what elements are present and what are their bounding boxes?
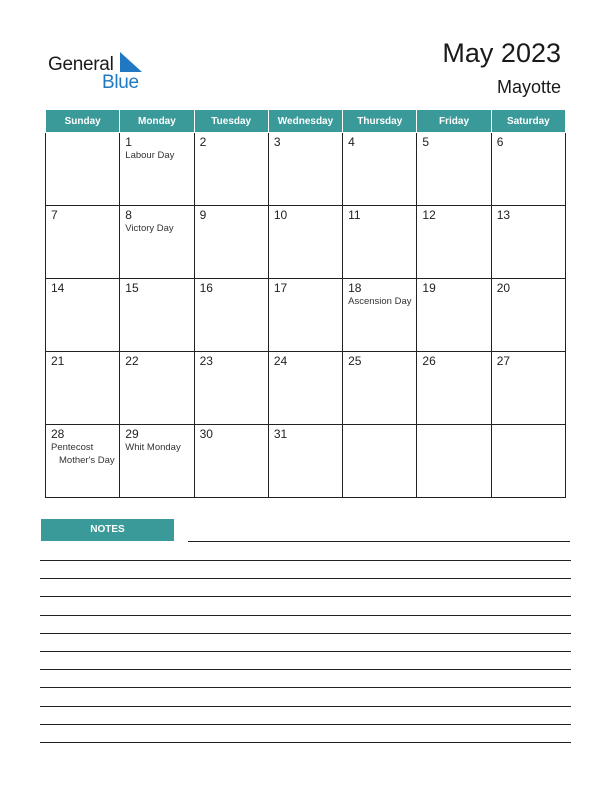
holiday-label: Whit Monday: [125, 442, 181, 453]
day-number: 23: [199, 354, 213, 368]
day-number: 16: [199, 281, 213, 295]
weekday-header: Tuesday: [194, 110, 268, 133]
day-cell: [417, 206, 491, 279]
day-number: 29: [125, 427, 139, 441]
day-number: 24: [273, 354, 288, 368]
day-number: 14: [51, 281, 65, 295]
calendar-week-row: [46, 425, 566, 498]
day-number: 1: [125, 135, 132, 149]
day-cell: [120, 352, 194, 425]
day-cell: [268, 425, 342, 498]
day-cell: [120, 279, 194, 352]
day-cell: [343, 206, 417, 279]
day-number: 2: [199, 135, 207, 149]
day-number: 25: [348, 354, 362, 368]
day-number: 11: [348, 208, 361, 222]
notes-rule-line: [40, 724, 571, 725]
day-number: 19: [422, 281, 436, 295]
notes-rule-line: [40, 560, 571, 561]
day-cell: [343, 425, 417, 498]
day-number: 18: [348, 281, 362, 295]
weekday-header-row: [46, 110, 566, 133]
notes-rule-line: [40, 651, 571, 652]
day-cell: [194, 279, 268, 352]
weekday-header: Friday: [417, 110, 491, 133]
calendar-grid: [45, 109, 566, 498]
day-cell: [491, 425, 565, 498]
day-number: 28: [51, 427, 65, 441]
weekday-header: Sunday: [46, 110, 120, 133]
day-cell: [491, 206, 565, 279]
weekday-header: Wednesday: [268, 110, 342, 133]
day-number: 20: [496, 281, 511, 295]
day-cell: [120, 206, 194, 279]
page-subtitle: Mayotte: [496, 77, 561, 97]
day-cell: [417, 425, 491, 498]
holiday-label: Pentecost: [51, 442, 94, 453]
day-cell: [417, 279, 491, 352]
day-cell: [46, 279, 120, 352]
day-cell: [268, 279, 342, 352]
day-number: 3: [273, 135, 281, 149]
holiday-label: Victory Day: [125, 223, 174, 234]
notes-rule-line: [40, 669, 571, 670]
day-cell: [417, 352, 491, 425]
day-number: 10: [273, 208, 288, 222]
day-cell: [46, 206, 120, 279]
day-cell: [268, 352, 342, 425]
weekday-header: Thursday: [343, 110, 417, 133]
day-cell: [268, 133, 342, 206]
day-number: 26: [422, 354, 436, 368]
holiday-label: Ascension Day: [348, 296, 412, 307]
notes-rule-line: [40, 687, 571, 688]
day-cell: [268, 206, 342, 279]
day-number: 4: [348, 135, 355, 149]
page-title: May 2023: [442, 38, 561, 68]
day-number: 6: [496, 135, 504, 149]
day-number: 7: [51, 208, 58, 222]
day-cell: [194, 206, 268, 279]
calendar-week-row: [46, 279, 566, 352]
day-number: 31: [273, 427, 288, 441]
weekday-header: Monday: [120, 110, 194, 133]
logo-triangle-icon: [120, 52, 142, 72]
notes-rule-line: [40, 615, 571, 616]
notes-label: NOTES: [41, 519, 174, 541]
day-cell: [120, 425, 194, 498]
day-cell: [343, 352, 417, 425]
notes-rule-line: [188, 541, 570, 542]
day-number: 9: [199, 208, 207, 222]
holiday-label: Labour Day: [125, 150, 175, 161]
notes-rule-line: [40, 596, 571, 597]
logo-word-general: General: [48, 54, 114, 75]
weekday-header: Saturday: [491, 110, 565, 133]
notes-rule-line: [40, 633, 571, 634]
day-number: 13: [496, 208, 511, 222]
day-cell: [343, 133, 417, 206]
calendar-week-row: [46, 352, 566, 425]
day-number: 30: [199, 427, 213, 441]
day-number: 8: [125, 208, 132, 222]
day-number: 12: [422, 208, 436, 222]
day-cell: [194, 425, 268, 498]
day-cell: [194, 352, 268, 425]
day-cell: [491, 279, 565, 352]
notes-rule-line: [40, 742, 571, 743]
day-cell: [120, 133, 194, 206]
calendar-body: [46, 133, 566, 498]
notes-rule-line: [40, 578, 571, 579]
day-cell: [491, 133, 565, 206]
logo-word-blue: Blue: [102, 72, 139, 93]
day-cell: [46, 425, 120, 498]
day-number: 15: [125, 281, 139, 295]
logo: [48, 52, 148, 92]
day-number: 5: [422, 135, 430, 149]
day-cell: [417, 133, 491, 206]
notes-rule-line: [40, 706, 571, 707]
day-number: 22: [125, 354, 139, 368]
day-number: 21: [51, 354, 65, 368]
day-cell: [343, 279, 417, 352]
day-number: 17: [273, 281, 288, 295]
day-cell: [46, 133, 120, 206]
day-cell: [491, 352, 565, 425]
calendar-week-row: [46, 133, 566, 206]
day-cell: [194, 133, 268, 206]
calendar-week-row: [46, 206, 566, 279]
day-cell: [46, 352, 120, 425]
holiday-label: Mother's Day: [59, 455, 115, 466]
day-number: 27: [496, 354, 511, 368]
